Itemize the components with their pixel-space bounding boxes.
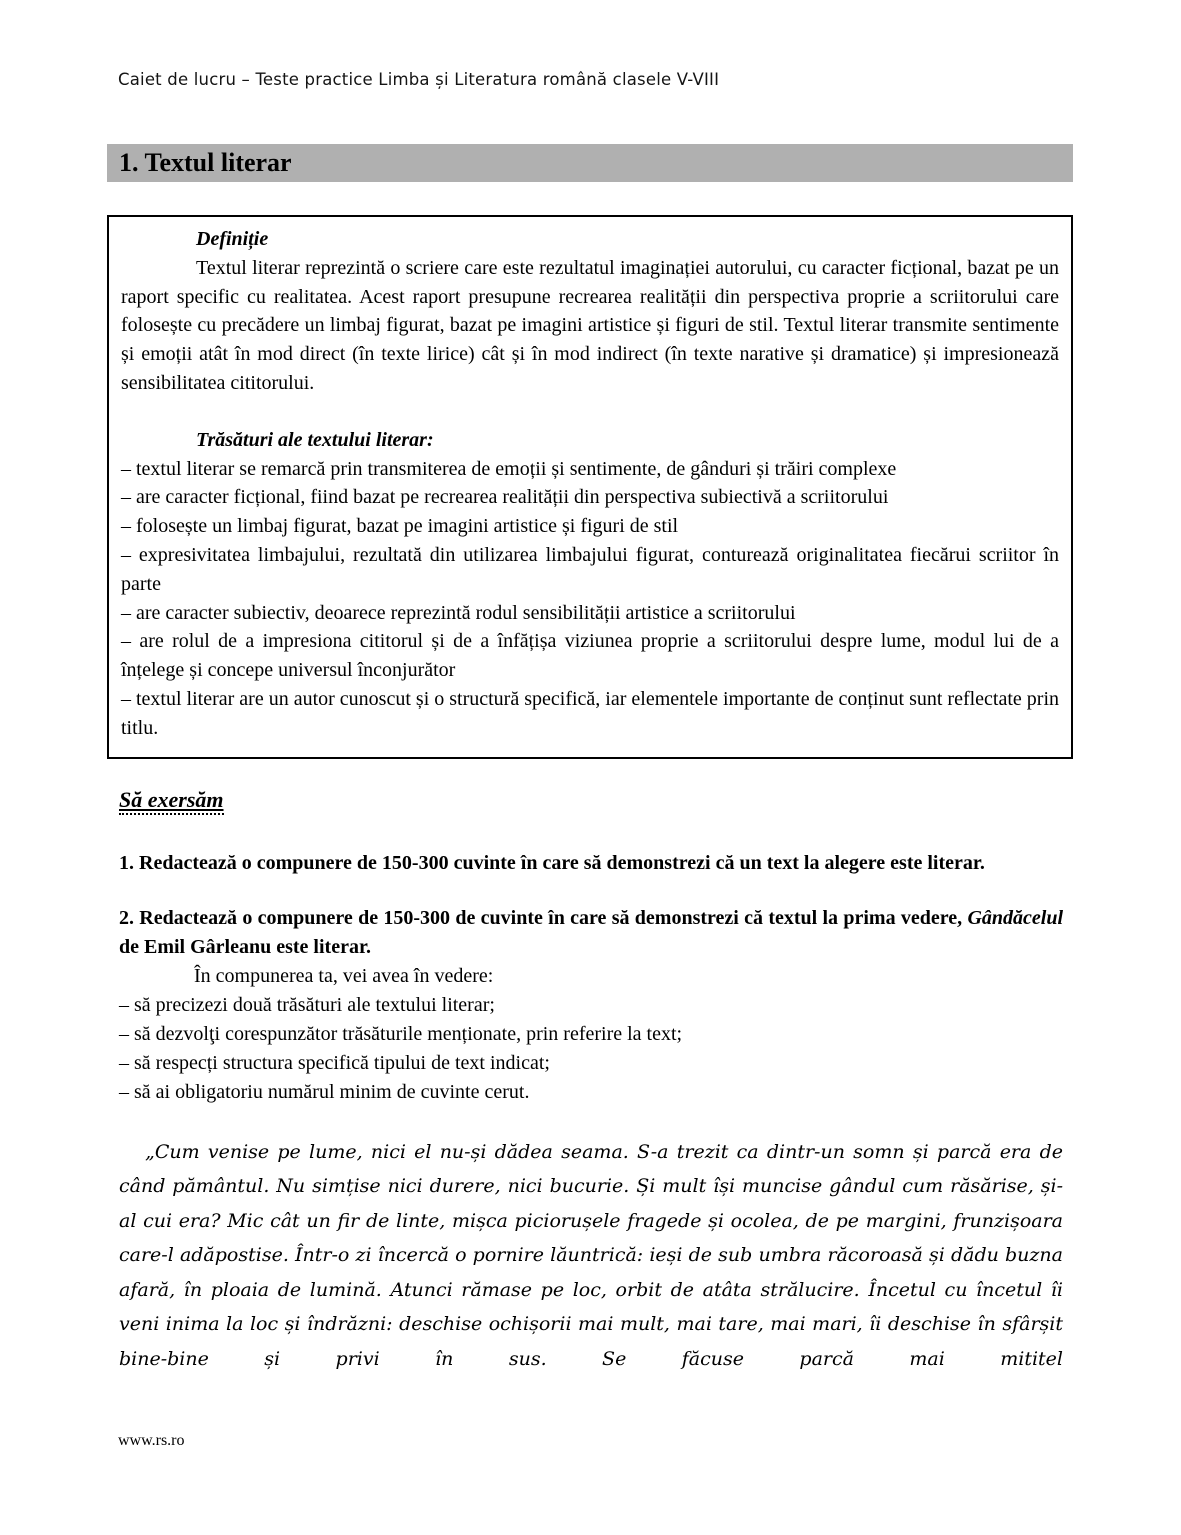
exercise-2-text-start: 2. Redactează o compunere de 150-300 de cuvinte în care să demonstrezi că textul la prima vedere, (119, 906, 968, 929)
definition-box (107, 215, 1073, 759)
exercises-section-heading (119, 787, 1073, 813)
definition-paragraph: Textul literar reprezintă o scriere care este rezultatul imaginației autorului, cu caracter ficțional, bazat pe un raport specific cu realitatea. Acest raport presupune recrearea realității din perspectiva proprie a scriitorului care folosește cu precădere un limbaj figurat, bazat pe imagini artistice și figuri de stil. Textul literar transmite sentimente și emoții atât în mod direct (în texte lirice) cât și în mod indirect (în texte narative și dramatice) și impresionează sensibilitatea cititorului. (121, 256, 1059, 394)
exercise-2-intro: În compunerea ta, vei avea în vedere: (194, 964, 494, 987)
trait-item: – textul literar are un autor cunoscut și o structură specifică, iar elementele importante de conținut sunt reflectate prin titlu. (121, 687, 1059, 739)
requirement-item: – să dezvolţi corespunzător trăsăturile menționate, prin referire la text; (119, 1022, 683, 1045)
trait-item: – expresivitatea limbajului, rezultată din utilizarea limbajului figurat, conturează originalitatea fiecărui scriitor în parte (121, 543, 1059, 595)
footer-url: www.rs.ro (118, 1432, 185, 1449)
traits-heading: Trăsături ale textului literar: (196, 428, 434, 451)
exercise-1: 1. Redactează o compunere de 150-300 cuvinte în care să demonstrezi că un text la alegere este literar. (119, 851, 985, 874)
trait-item: – are caracter ficțional, fiind bazat pe recrearea realității din perspectiva subiectivă a scriitorului (121, 486, 889, 509)
requirement-item: – să precizezi două trăsături ale textului literar; (119, 993, 495, 1016)
quote-paragraph: „Cum venise pe lume, nici el nu-și dădea seama. S-a trezit ca dintr-un somn și parcă era de când pământul. Nu simțise nici durere, nici bucurie. Și mult își muncise gândul cum răsărise, și-al cui era? Mic cât un fir de linte, mișca piciorușele fragede și ocolea, de pe margini, frunzișoara care-l adăpostise. Într-o zi încercă o pornire lăuntrică: ieși de sub umbra răcoroasă și dădu buzna afară, în ploaia de lumină. Atunci rămase pe loc, orbit de atâta strălucire. Încetul cu încetul îi veni inima la loc și îndrăzni: deschise ochișorii mai mult, mai tare, mai mari, îi deschise în sfârșit bine-bine și privi în sus. Se făcuse parcă mai mititel (119, 1140, 1063, 1371)
trait-item: – are caracter subiectiv, deoarece reprezintă rodul sensibilității artistice a scriitorului (121, 601, 796, 624)
exercises-heading-text: Să exersăm (119, 787, 224, 815)
page-content (107, 144, 1073, 1377)
exercise-2-work-title: Gândăcelul (967, 906, 1063, 929)
requirement-item: – să respecți structura specifică tipului de text indicat; (119, 1051, 550, 1074)
trait-item: – folosește un limbaj figurat, bazat pe imagini artistice și figuri de stil (121, 515, 679, 538)
requirement-item: – să ai obligatoriu numărul minim de cuvinte cerut. (119, 1080, 530, 1103)
exercise-2 (119, 904, 1063, 962)
running-header: Caiet de lucru – Teste practice Limba și Literatura română clasele V-VIII (118, 70, 720, 89)
trait-item: – are rolul de a impresiona cititorul și de a înfățișa viziunea proprie a scriitorului despre lume, modul lui de a înțelege și concepe universul înconjurător (121, 630, 1059, 682)
section-title-bar (107, 144, 1073, 182)
definition-heading: Definiție (196, 228, 269, 250)
section-title: 1. Textul literar (119, 148, 292, 177)
trait-item: – textul literar se remarcă prin transmiterea de emoții și sentimente, de gânduri și trăiri complexe (121, 457, 897, 480)
exercise-2-text-end: de Emil Gârleanu este literar. (119, 935, 371, 958)
